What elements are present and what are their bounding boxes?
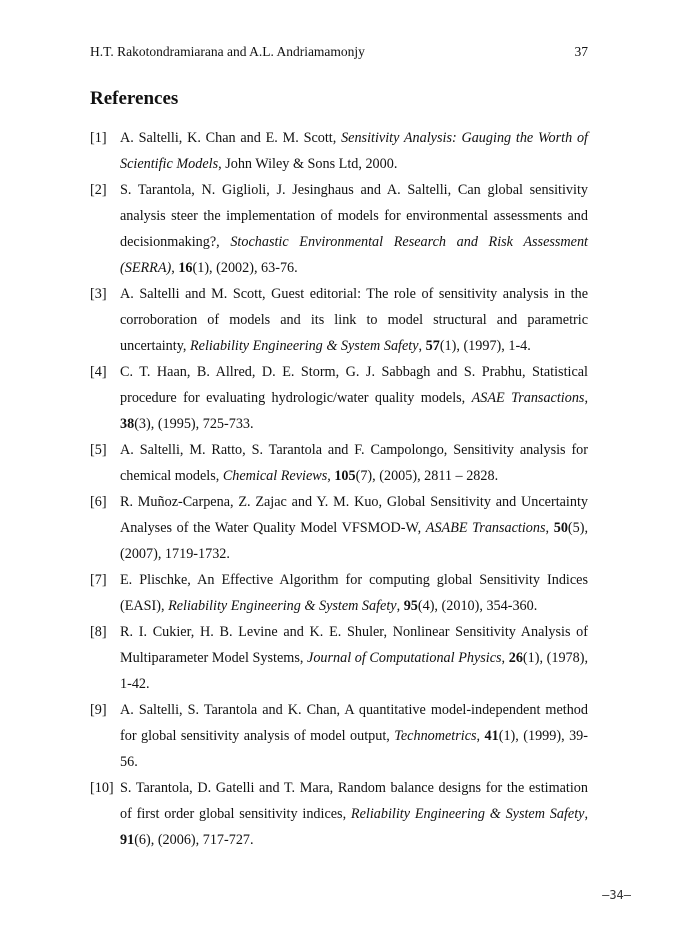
reference-number: [1] bbox=[90, 130, 107, 146]
reference-details: (1), (1978), 1-42. bbox=[120, 650, 588, 692]
reference-item bbox=[90, 125, 588, 177]
reference-item bbox=[90, 437, 588, 489]
reference-details: (4), (2010), 354-360. bbox=[417, 598, 538, 614]
reference-text: R. Muñoz-Carpena, Z. Zajac and Y. M. Kuo, Global Sensitivity and Uncertainty Analyses of the Water Quality Model VFSMOD-W, ASABE Transactions, 50(5), (2007), 1719-1732. bbox=[120, 494, 589, 562]
reference-journal: Reliability Engineering & System Safety bbox=[168, 598, 397, 614]
reference-authors: E. Plischke, bbox=[120, 572, 198, 588]
reference-volume: 50 bbox=[553, 520, 568, 536]
reference-authors: A. Saltelli and M. Scott, bbox=[120, 286, 272, 302]
reference-details: (6), (2006), 717-727. bbox=[134, 832, 254, 848]
reference-authors: R. Muñoz-Carpena, Z. Zajac and Y. M. Kuo, bbox=[120, 494, 387, 510]
reference-volume: 91 bbox=[120, 832, 135, 848]
reference-details: (3), (1995), 725-733. bbox=[134, 416, 254, 432]
reference-number: [8] bbox=[90, 624, 107, 640]
reference-details: (5), (2007), 1719-1732. bbox=[120, 520, 588, 562]
reference-authors: A. Saltelli, K. Chan and E. M. Scott, bbox=[120, 130, 342, 146]
reference-title: Statistical procedure for evaluating hydrologic/water quality models, bbox=[120, 364, 588, 406]
reference-number: [10] bbox=[90, 780, 114, 796]
reference-volume: 95 bbox=[403, 598, 418, 614]
reference-item bbox=[90, 567, 588, 619]
reference-list bbox=[90, 125, 588, 853]
reference-text: C. T. Haan, B. Allred, D. E. Storm, G. J. Sabbagh and S. Prabhu, Statistical procedure for evaluating hydrologic/water quality models, ASAE Transactions, 38(3), (1995), 725-733. bbox=[120, 364, 588, 432]
reference-volume: 41 bbox=[484, 728, 499, 744]
reference-text: A. Saltelli and M. Scott, Guest editorial: The role of sensitivity analysis in the corroboration of models and its link to model structural and parametric uncertainty, Reliability Engineering & System Safety, 57(1), (1997), 1-4. bbox=[120, 286, 588, 354]
reference-volume: 38 bbox=[120, 416, 135, 432]
reference-item bbox=[90, 775, 588, 853]
reference-item bbox=[90, 359, 588, 437]
reference-details: (1), (2002), 63-76. bbox=[192, 260, 298, 276]
reference-text: S. Tarantola, N. Giglioli, J. Jesinghaus and A. Saltelli, Can global sensitivity analysis steer the implementation of models for environmental assessments and decisionmaking?, Stochastic Environmental Research and Risk Assessment (SERRA), 16(1), (2002), 63-76. bbox=[120, 182, 588, 276]
header-authors: H.T. Rakotondramiarana and A.L. Andriamamonjy bbox=[90, 44, 365, 59]
reference-title: Random balance designs for the estimation of first order global sensitivity indices, bbox=[120, 780, 588, 822]
running-header bbox=[90, 44, 588, 60]
reference-number: [4] bbox=[90, 364, 107, 380]
reference-text: A. Saltelli, S. Tarantola and K. Chan, A quantitative model-independent method for global sensitivity analysis of model output, Technometrics, 41(1), (1999), 39-56. bbox=[120, 702, 588, 770]
reference-volume: 105 bbox=[334, 468, 356, 484]
reference-volume: 16 bbox=[178, 260, 193, 276]
reference-text: R. I. Cukier, H. B. Levine and K. E. Shuler, Nonlinear Sensitivity Analysis of Multiparameter Model Systems, Journal of Computational Physics, 26(1), (1978), 1-42. bbox=[120, 624, 588, 692]
reference-details: (1), (1997), 1-4. bbox=[439, 338, 531, 354]
reference-text: E. Plischke, An Effective Algorithm for computing global Sensitivity Indices (EASI), Reliability Engineering & System Safety, 95(4), (2010), 354-360. bbox=[120, 572, 588, 614]
header-page-number: 37 bbox=[574, 44, 588, 59]
reference-text bbox=[120, 125, 588, 177]
reference-journal: ASAE Transactions bbox=[471, 390, 585, 406]
reference-journal: Sensitivity Analysis: Gauging the Worth of Scientific Models bbox=[120, 130, 588, 172]
reference-authors: A. Saltelli, M. Ratto, S. Tarantola and F. Campolongo, bbox=[120, 442, 454, 458]
reference-authors: S. Tarantola, N. Giglioli, J. Jesinghaus and A. Saltelli, bbox=[120, 182, 458, 198]
reference-item bbox=[90, 177, 588, 281]
reference-item bbox=[90, 489, 588, 567]
footer-page-number: –34– bbox=[602, 888, 631, 902]
reference-number: [7] bbox=[90, 572, 107, 588]
reference-text: A. Saltelli, M. Ratto, S. Tarantola and F. Campolongo, Sensitivity analysis for chemical models, Chemical Reviews, 105(7), (2005), 2811 – 2828. bbox=[120, 442, 588, 484]
reference-title: Nonlinear Sensitivity Analysis of Multiparameter Model Systems, bbox=[120, 624, 588, 666]
reference-item bbox=[90, 697, 588, 775]
reference-title: Global Sensitivity and Uncertainty Analyses of the Water Quality Model VFSMOD-W, bbox=[120, 494, 589, 536]
reference-number: [5] bbox=[90, 442, 107, 458]
reference-title: A quantitative model-independent method for global sensitivity analysis of model output, bbox=[120, 702, 588, 744]
reference-journal: Technometrics bbox=[394, 728, 477, 744]
reference-journal: Reliability Engineering & System Safety bbox=[190, 338, 419, 354]
section-title: References bbox=[90, 88, 179, 109]
reference-title: Guest editorial: The role of sensitivity analysis in the corroboration of models and its link to model structural and parametric uncertainty, bbox=[120, 286, 588, 354]
reference-details: , John Wiley & Sons Ltd, 2000. bbox=[218, 156, 398, 172]
reference-number: [3] bbox=[90, 286, 107, 302]
reference-title: An Effective Algorithm for computing global Sensitivity Indices (EASI), bbox=[120, 572, 588, 614]
reference-journal: Stochastic Environmental Research and Risk Assessment (SERRA) bbox=[120, 234, 588, 276]
reference-authors: S. Tarantola, D. Gatelli and T. Mara, bbox=[120, 780, 338, 796]
reference-item bbox=[90, 281, 588, 359]
reference-authors: R. I. Cukier, H. B. Levine and K. E. Shuler, bbox=[120, 624, 393, 640]
reference-authors: A. Saltelli, S. Tarantola and K. Chan, bbox=[120, 702, 345, 718]
reference-details: (1), (1999), 39-56. bbox=[120, 728, 588, 770]
reference-details: (7), (2005), 2811 – 2828. bbox=[355, 468, 499, 484]
reference-title: Sensitivity analysis for chemical models, bbox=[120, 442, 588, 484]
reference-volume: 26 bbox=[508, 650, 523, 666]
reference-title: Can global sensitivity analysis steer the implementation of models for environmental assessments and decisionmaking?, bbox=[120, 182, 588, 250]
reference-text: S. Tarantola, D. Gatelli and T. Mara, Random balance designs for the estimation of first order global sensitivity indices, Reliability Engineering & System Safety, 91(6), (2006), 717-727. bbox=[120, 780, 588, 848]
reference-number: [6] bbox=[90, 494, 107, 510]
reference-journal: Chemical Reviews bbox=[222, 468, 328, 484]
reference-number: [9] bbox=[90, 702, 107, 718]
reference-item bbox=[90, 619, 588, 697]
reference-journal: ASABE Transactions bbox=[425, 520, 546, 536]
reference-number: [2] bbox=[90, 182, 107, 198]
reference-authors: C. T. Haan, B. Allred, D. E. Storm, G. J. Sabbagh and S. Prabhu, bbox=[120, 364, 533, 380]
reference-volume: 57 bbox=[425, 338, 440, 354]
reference-journal: Reliability Engineering & System Safety bbox=[350, 806, 585, 822]
reference-journal: Journal of Computational Physics bbox=[307, 650, 502, 666]
